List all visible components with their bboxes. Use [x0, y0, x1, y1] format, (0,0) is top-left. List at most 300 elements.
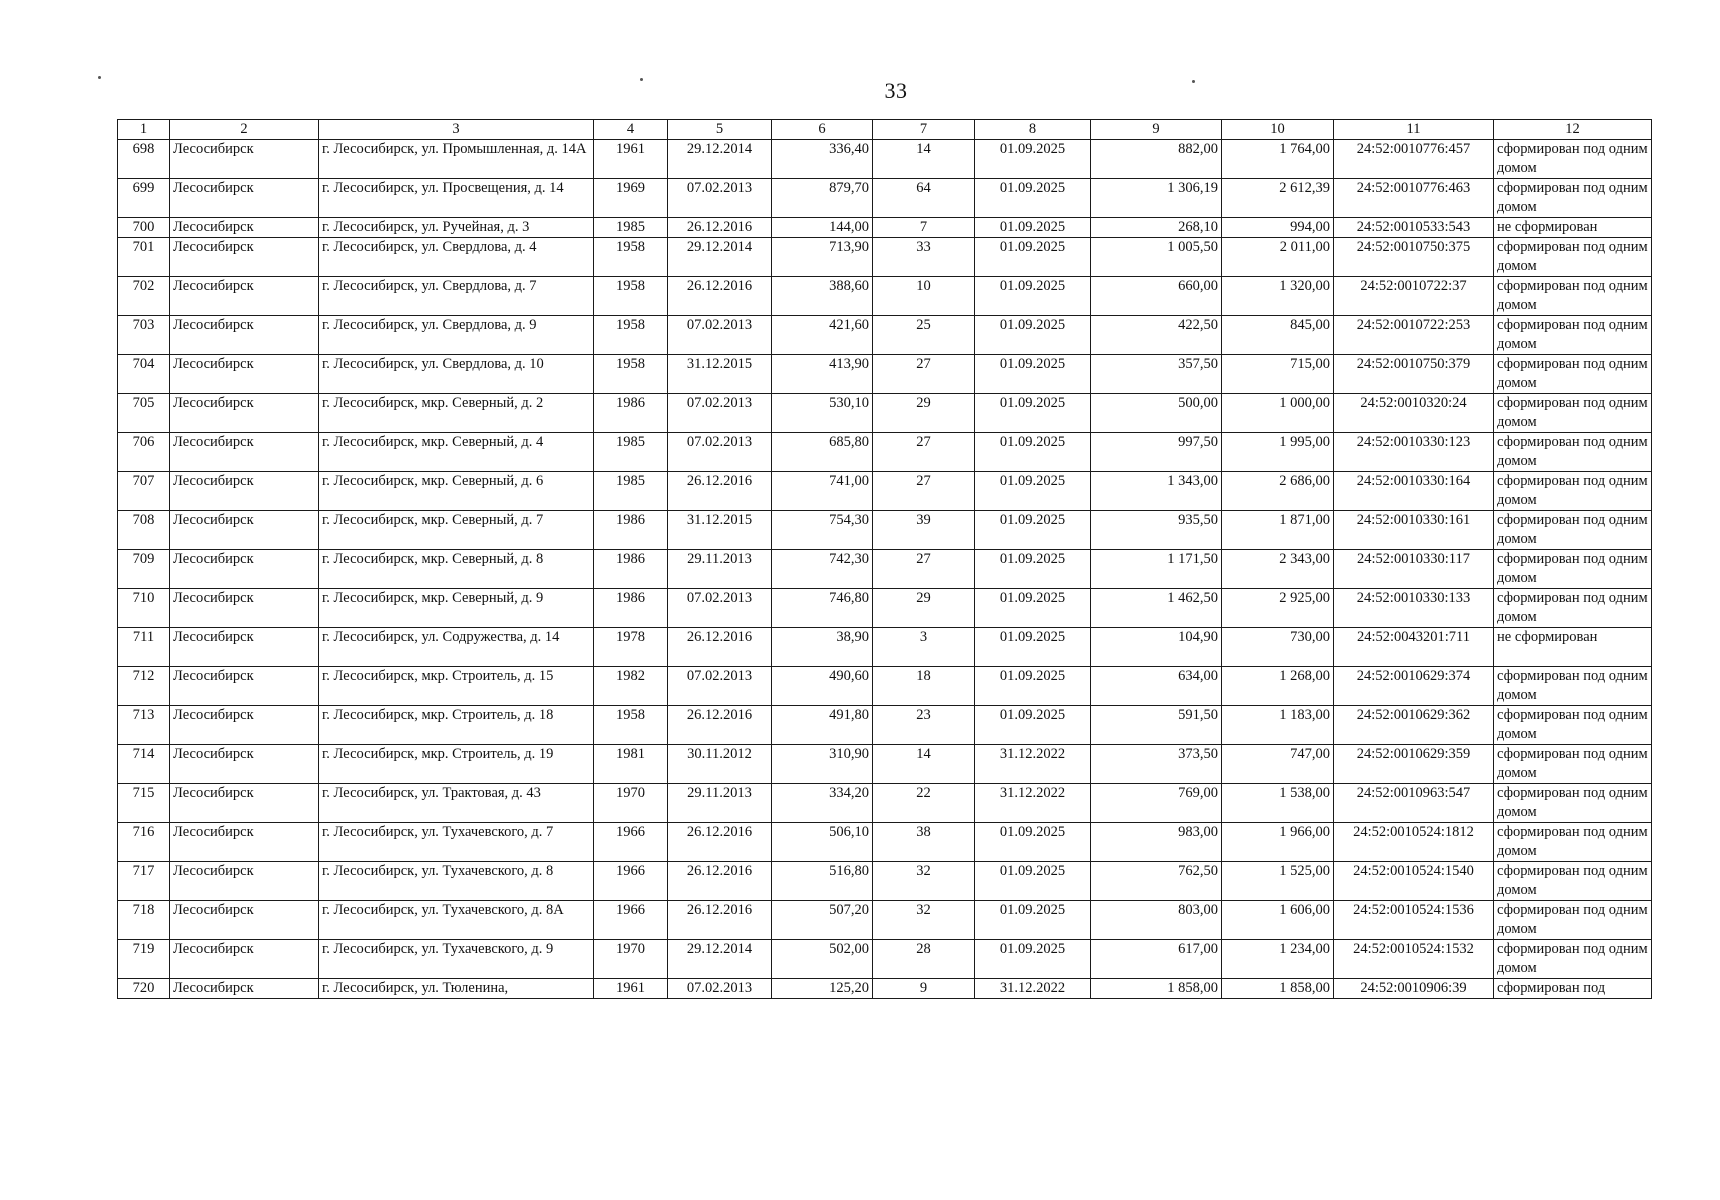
year-built-cell: 1966	[594, 901, 668, 940]
land-status-cell: сформирован под одним домом	[1494, 862, 1652, 901]
city-cell: Лесосибирск	[170, 784, 319, 823]
column-header: 5	[668, 120, 772, 140]
city-cell: Лесосибирск	[170, 394, 319, 433]
total-cost-cell: 845,00	[1222, 316, 1334, 355]
address-cell: г. Лесосибирск, мкр. Строитель, д. 15	[319, 667, 594, 706]
column-header: 2	[170, 120, 319, 140]
survey-date-cell: 29.12.2014	[668, 140, 772, 179]
row-number-cell: 712	[118, 667, 170, 706]
year-built-cell: 1970	[594, 940, 668, 979]
area-cell: 741,00	[772, 472, 873, 511]
address-cell: г. Лесосибирск, ул. Тюленина,	[319, 979, 594, 999]
city-cell: Лесосибирск	[170, 940, 319, 979]
land-status-cell: сформирован под одним домом	[1494, 511, 1652, 550]
area-cell: 336,40	[772, 140, 873, 179]
cadastral-number-cell: 24:52:0010524:1812	[1334, 823, 1494, 862]
deadline-cell: 01.09.2025	[975, 140, 1091, 179]
survey-date-cell: 26.12.2016	[668, 277, 772, 316]
year-built-cell: 1969	[594, 179, 668, 218]
land-status-cell: сформирован под одним домом	[1494, 433, 1652, 472]
address-cell: г. Лесосибирск, мкр. Северный, д. 2	[319, 394, 594, 433]
city-cell: Лесосибирск	[170, 511, 319, 550]
total-cost-cell: 747,00	[1222, 745, 1334, 784]
total-cost-cell: 2 686,00	[1222, 472, 1334, 511]
floors-cell: 27	[873, 550, 975, 589]
survey-date-cell: 30.11.2012	[668, 745, 772, 784]
city-cell: Лесосибирск	[170, 823, 319, 862]
cost-cell: 591,50	[1091, 706, 1222, 745]
table-row	[118, 140, 1652, 179]
address-cell: г. Лесосибирск, мкр. Строитель, д. 19	[319, 745, 594, 784]
cost-cell: 1 858,00	[1091, 979, 1222, 999]
survey-date-cell: 07.02.2013	[668, 433, 772, 472]
deadline-cell: 01.09.2025	[975, 667, 1091, 706]
year-built-cell: 1958	[594, 355, 668, 394]
row-number-cell: 706	[118, 433, 170, 472]
total-cost-cell: 1 871,00	[1222, 511, 1334, 550]
cadastral-number-cell: 24:52:0010330:133	[1334, 589, 1494, 628]
floors-cell: 10	[873, 277, 975, 316]
row-number-cell: 710	[118, 589, 170, 628]
column-header: 3	[319, 120, 594, 140]
year-built-cell: 1986	[594, 589, 668, 628]
address-cell: г. Лесосибирск, ул. Тухачевского, д. 9	[319, 940, 594, 979]
deadline-cell: 01.09.2025	[975, 940, 1091, 979]
year-built-cell: 1985	[594, 218, 668, 238]
page-number: 33	[884, 78, 908, 103]
cadastral-number-cell: 24:52:0010906:39	[1334, 979, 1494, 999]
column-header: 6	[772, 120, 873, 140]
address-cell: г. Лесосибирск, мкр. Северный, д. 4	[319, 433, 594, 472]
address-cell: г. Лесосибирск, ул. Тухачевского, д. 7	[319, 823, 594, 862]
land-status-cell: сформирован под одним домом	[1494, 140, 1652, 179]
floors-cell: 25	[873, 316, 975, 355]
cost-cell: 1 171,50	[1091, 550, 1222, 589]
row-number-cell: 719	[118, 940, 170, 979]
total-cost-cell: 730,00	[1222, 628, 1334, 667]
cadastral-number-cell: 24:52:0010330:164	[1334, 472, 1494, 511]
area-cell: 502,00	[772, 940, 873, 979]
row-number-cell: 705	[118, 394, 170, 433]
row-number-cell: 720	[118, 979, 170, 999]
row-number-cell: 711	[118, 628, 170, 667]
column-header: 11	[1334, 120, 1494, 140]
year-built-cell: 1986	[594, 394, 668, 433]
deadline-cell: 01.09.2025	[975, 238, 1091, 277]
cadastral-number-cell: 24:52:0010776:457	[1334, 140, 1494, 179]
cost-cell: 803,00	[1091, 901, 1222, 940]
city-cell: Лесосибирск	[170, 218, 319, 238]
table-row	[118, 277, 1652, 316]
city-cell: Лесосибирск	[170, 862, 319, 901]
row-number-cell: 704	[118, 355, 170, 394]
address-cell: г. Лесосибирск, ул. Свердлова, д. 9	[319, 316, 594, 355]
city-cell: Лесосибирск	[170, 745, 319, 784]
housing-registry-table	[117, 119, 1652, 999]
total-cost-cell: 1 858,00	[1222, 979, 1334, 999]
row-number-cell: 709	[118, 550, 170, 589]
cost-cell: 935,50	[1091, 511, 1222, 550]
year-built-cell: 1986	[594, 550, 668, 589]
land-status-cell: сформирован под одним домом	[1494, 179, 1652, 218]
cadastral-number-cell: 24:52:0010722:37	[1334, 277, 1494, 316]
year-built-cell: 1981	[594, 745, 668, 784]
cadastral-number-cell: 24:52:0010629:374	[1334, 667, 1494, 706]
floors-cell: 64	[873, 179, 975, 218]
year-built-cell: 1966	[594, 823, 668, 862]
row-number-cell: 700	[118, 218, 170, 238]
deadline-cell: 01.09.2025	[975, 901, 1091, 940]
area-cell: 879,70	[772, 179, 873, 218]
table-row	[118, 550, 1652, 589]
area-cell: 38,90	[772, 628, 873, 667]
area-cell: 144,00	[772, 218, 873, 238]
cost-cell: 997,50	[1091, 433, 1222, 472]
cost-cell: 373,50	[1091, 745, 1222, 784]
cost-cell: 762,50	[1091, 862, 1222, 901]
cost-cell: 1 306,19	[1091, 179, 1222, 218]
total-cost-cell: 1 320,00	[1222, 277, 1334, 316]
city-cell: Лесосибирск	[170, 901, 319, 940]
address-cell: г. Лесосибирск, ул. Свердлова, д. 10	[319, 355, 594, 394]
cost-cell: 104,90	[1091, 628, 1222, 667]
survey-date-cell: 07.02.2013	[668, 179, 772, 218]
row-number-cell: 717	[118, 862, 170, 901]
table-row	[118, 862, 1652, 901]
survey-date-cell: 26.12.2016	[668, 823, 772, 862]
city-cell: Лесосибирск	[170, 472, 319, 511]
address-cell: г. Лесосибирск, мкр. Северный, д. 7	[319, 511, 594, 550]
land-status-cell: сформирован под одним домом	[1494, 238, 1652, 277]
address-cell: г. Лесосибирск, ул. Свердлова, д. 7	[319, 277, 594, 316]
year-built-cell: 1958	[594, 316, 668, 355]
deadline-cell: 01.09.2025	[975, 589, 1091, 628]
area-cell: 413,90	[772, 355, 873, 394]
table-row	[118, 511, 1652, 550]
row-number-cell: 708	[118, 511, 170, 550]
floors-cell: 29	[873, 589, 975, 628]
deadline-cell: 01.09.2025	[975, 511, 1091, 550]
area-cell: 388,60	[772, 277, 873, 316]
table-row	[118, 784, 1652, 823]
cost-cell: 769,00	[1091, 784, 1222, 823]
deadline-cell: 01.09.2025	[975, 472, 1091, 511]
deadline-cell: 31.12.2022	[975, 979, 1091, 999]
column-header: 4	[594, 120, 668, 140]
area-cell: 713,90	[772, 238, 873, 277]
area-cell: 506,10	[772, 823, 873, 862]
land-status-cell: сформирован под одним домом	[1494, 550, 1652, 589]
row-number-cell: 703	[118, 316, 170, 355]
address-cell: г. Лесосибирск, ул. Содружества, д. 14	[319, 628, 594, 667]
city-cell: Лесосибирск	[170, 140, 319, 179]
area-cell: 746,80	[772, 589, 873, 628]
floors-cell: 33	[873, 238, 975, 277]
cost-cell: 882,00	[1091, 140, 1222, 179]
floors-cell: 39	[873, 511, 975, 550]
area-cell: 754,30	[772, 511, 873, 550]
table-row	[118, 394, 1652, 433]
year-built-cell: 1961	[594, 140, 668, 179]
cadastral-number-cell: 24:52:0010524:1536	[1334, 901, 1494, 940]
column-header: 10	[1222, 120, 1334, 140]
cadastral-number-cell: 24:52:0010330:117	[1334, 550, 1494, 589]
row-number-cell: 713	[118, 706, 170, 745]
area-cell: 310,90	[772, 745, 873, 784]
total-cost-cell: 1 995,00	[1222, 433, 1334, 472]
column-header: 7	[873, 120, 975, 140]
area-cell: 530,10	[772, 394, 873, 433]
total-cost-cell: 994,00	[1222, 218, 1334, 238]
row-number-cell: 718	[118, 901, 170, 940]
table-row	[118, 667, 1652, 706]
table-row	[118, 433, 1652, 472]
table-row	[118, 238, 1652, 277]
survey-date-cell: 29.12.2014	[668, 238, 772, 277]
column-header: 9	[1091, 120, 1222, 140]
area-cell: 507,20	[772, 901, 873, 940]
land-status-cell: сформирован под одним домом	[1494, 394, 1652, 433]
table-row	[118, 745, 1652, 784]
survey-date-cell: 26.12.2016	[668, 901, 772, 940]
land-status-cell: сформирован под одним домом	[1494, 706, 1652, 745]
city-cell: Лесосибирск	[170, 589, 319, 628]
cadastral-number-cell: 24:52:0010524:1532	[1334, 940, 1494, 979]
year-built-cell: 1966	[594, 862, 668, 901]
deadline-cell: 01.09.2025	[975, 316, 1091, 355]
row-number-cell: 698	[118, 140, 170, 179]
floors-cell: 27	[873, 355, 975, 394]
land-status-cell: сформирован под одним домом	[1494, 355, 1652, 394]
floors-cell: 14	[873, 745, 975, 784]
year-built-cell: 1970	[594, 784, 668, 823]
survey-date-cell: 26.12.2016	[668, 218, 772, 238]
deadline-cell: 01.09.2025	[975, 823, 1091, 862]
column-header: 12	[1494, 120, 1652, 140]
city-cell: Лесосибирск	[170, 550, 319, 589]
city-cell: Лесосибирск	[170, 179, 319, 218]
row-number-cell: 707	[118, 472, 170, 511]
address-cell: г. Лесосибирск, ул. Ручейная, д. 3	[319, 218, 594, 238]
land-status-cell: сформирован под одним домом	[1494, 667, 1652, 706]
land-status-cell: не сформирован	[1494, 628, 1652, 667]
deadline-cell: 01.09.2025	[975, 628, 1091, 667]
deadline-cell: 31.12.2022	[975, 784, 1091, 823]
total-cost-cell: 1 538,00	[1222, 784, 1334, 823]
floors-cell: 38	[873, 823, 975, 862]
city-cell: Лесосибирск	[170, 316, 319, 355]
address-cell: г. Лесосибирск, ул. Просвещения, д. 14	[319, 179, 594, 218]
cadastral-number-cell: 24:52:0010776:463	[1334, 179, 1494, 218]
year-built-cell: 1958	[594, 706, 668, 745]
cadastral-number-cell: 24:52:0010629:362	[1334, 706, 1494, 745]
floors-cell: 28	[873, 940, 975, 979]
floors-cell: 27	[873, 433, 975, 472]
year-built-cell: 1958	[594, 277, 668, 316]
total-cost-cell: 1 764,00	[1222, 140, 1334, 179]
floors-cell: 27	[873, 472, 975, 511]
land-status-cell: сформирован под одним домом	[1494, 940, 1652, 979]
cadastral-number-cell: 24:52:0010963:547	[1334, 784, 1494, 823]
cadastral-number-cell: 24:52:0010750:375	[1334, 238, 1494, 277]
land-status-cell: сформирован под одним домом	[1494, 901, 1652, 940]
deadline-cell: 01.09.2025	[975, 394, 1091, 433]
cost-cell: 634,00	[1091, 667, 1222, 706]
land-status-cell: сформирован под одним домом	[1494, 472, 1652, 511]
total-cost-cell: 1 268,00	[1222, 667, 1334, 706]
table-row	[118, 823, 1652, 862]
table-row	[118, 218, 1652, 238]
cadastral-number-cell: 24:52:0010722:253	[1334, 316, 1494, 355]
table-row	[118, 355, 1652, 394]
row-number-cell: 715	[118, 784, 170, 823]
floors-cell: 7	[873, 218, 975, 238]
address-cell: г. Лесосибирск, мкр. Северный, д. 8	[319, 550, 594, 589]
land-status-cell: сформирован под	[1494, 979, 1652, 999]
year-built-cell: 1958	[594, 238, 668, 277]
deadline-cell: 01.09.2025	[975, 550, 1091, 589]
total-cost-cell: 1 000,00	[1222, 394, 1334, 433]
floors-cell: 22	[873, 784, 975, 823]
address-cell: г. Лесосибирск, мкр. Строитель, д. 18	[319, 706, 594, 745]
area-cell: 685,80	[772, 433, 873, 472]
address-cell: г. Лесосибирск, мкр. Северный, д. 6	[319, 472, 594, 511]
survey-date-cell: 29.11.2013	[668, 784, 772, 823]
floors-cell: 23	[873, 706, 975, 745]
floors-cell: 14	[873, 140, 975, 179]
table-row	[118, 901, 1652, 940]
address-cell: г. Лесосибирск, ул. Трактовая, д. 43	[319, 784, 594, 823]
city-cell: Лесосибирск	[170, 706, 319, 745]
table-row	[118, 316, 1652, 355]
cadastral-number-cell: 24:52:0010750:379	[1334, 355, 1494, 394]
area-cell: 516,80	[772, 862, 873, 901]
total-cost-cell: 715,00	[1222, 355, 1334, 394]
year-built-cell: 1986	[594, 511, 668, 550]
floors-cell: 29	[873, 394, 975, 433]
total-cost-cell: 1 525,00	[1222, 862, 1334, 901]
cost-cell: 983,00	[1091, 823, 1222, 862]
cadastral-number-cell: 24:52:0010629:359	[1334, 745, 1494, 784]
deadline-cell: 01.09.2025	[975, 862, 1091, 901]
year-built-cell: 1961	[594, 979, 668, 999]
year-built-cell: 1985	[594, 472, 668, 511]
cost-cell: 617,00	[1091, 940, 1222, 979]
address-cell: г. Лесосибирск, ул. Свердлова, д. 4	[319, 238, 594, 277]
survey-date-cell: 07.02.2013	[668, 316, 772, 355]
total-cost-cell: 1 966,00	[1222, 823, 1334, 862]
land-status-cell: сформирован под одним домом	[1494, 745, 1652, 784]
floors-cell: 3	[873, 628, 975, 667]
address-cell: г. Лесосибирск, ул. Промышленная, д. 14А	[319, 140, 594, 179]
cadastral-number-cell: 24:52:0043201:711	[1334, 628, 1494, 667]
row-number-cell: 702	[118, 277, 170, 316]
floors-cell: 32	[873, 901, 975, 940]
city-cell: Лесосибирск	[170, 667, 319, 706]
column-header: 1	[118, 120, 170, 140]
deadline-cell: 01.09.2025	[975, 179, 1091, 218]
column-header: 8	[975, 120, 1091, 140]
deadline-cell: 01.09.2025	[975, 706, 1091, 745]
city-cell: Лесосибирск	[170, 433, 319, 472]
area-cell: 742,30	[772, 550, 873, 589]
cost-cell: 1 343,00	[1091, 472, 1222, 511]
row-number-cell: 699	[118, 179, 170, 218]
survey-date-cell: 26.12.2016	[668, 628, 772, 667]
cadastral-number-cell: 24:52:0010330:123	[1334, 433, 1494, 472]
address-cell: г. Лесосибирск, ул. Тухачевского, д. 8А	[319, 901, 594, 940]
floors-cell: 18	[873, 667, 975, 706]
survey-date-cell: 29.11.2013	[668, 550, 772, 589]
table-row	[118, 179, 1652, 218]
floors-cell: 32	[873, 862, 975, 901]
survey-date-cell: 26.12.2016	[668, 862, 772, 901]
cost-cell: 268,10	[1091, 218, 1222, 238]
survey-date-cell: 07.02.2013	[668, 979, 772, 999]
deadline-cell: 01.09.2025	[975, 433, 1091, 472]
table-row	[118, 589, 1652, 628]
year-built-cell: 1982	[594, 667, 668, 706]
area-cell: 490,60	[772, 667, 873, 706]
survey-date-cell: 07.02.2013	[668, 394, 772, 433]
table-row	[118, 472, 1652, 511]
area-cell: 125,20	[772, 979, 873, 999]
land-status-cell: сформирован под одним домом	[1494, 589, 1652, 628]
area-cell: 421,60	[772, 316, 873, 355]
total-cost-cell: 2 011,00	[1222, 238, 1334, 277]
land-status-cell: сформирован под одним домом	[1494, 784, 1652, 823]
survey-date-cell: 26.12.2016	[668, 472, 772, 511]
survey-date-cell: 29.12.2014	[668, 940, 772, 979]
land-status-cell: сформирован под одним домом	[1494, 823, 1652, 862]
deadline-cell: 01.09.2025	[975, 218, 1091, 238]
total-cost-cell: 1 606,00	[1222, 901, 1334, 940]
address-cell: г. Лесосибирск, мкр. Северный, д. 9	[319, 589, 594, 628]
row-number-cell: 701	[118, 238, 170, 277]
land-status-cell: не сформирован	[1494, 218, 1652, 238]
cost-cell: 357,50	[1091, 355, 1222, 394]
survey-date-cell: 31.12.2015	[668, 355, 772, 394]
city-cell: Лесосибирск	[170, 238, 319, 277]
table-row	[118, 628, 1652, 667]
row-number-cell: 714	[118, 745, 170, 784]
cost-cell: 500,00	[1091, 394, 1222, 433]
table-body	[118, 140, 1652, 999]
floors-cell: 9	[873, 979, 975, 999]
cost-cell: 1 005,50	[1091, 238, 1222, 277]
cost-cell: 1 462,50	[1091, 589, 1222, 628]
total-cost-cell: 2 925,00	[1222, 589, 1334, 628]
cadastral-number-cell: 24:52:0010524:1540	[1334, 862, 1494, 901]
total-cost-cell: 1 234,00	[1222, 940, 1334, 979]
cost-cell: 422,50	[1091, 316, 1222, 355]
land-status-cell: сформирован под одним домом	[1494, 277, 1652, 316]
survey-date-cell: 07.02.2013	[668, 667, 772, 706]
survey-date-cell: 26.12.2016	[668, 706, 772, 745]
address-cell: г. Лесосибирск, ул. Тухачевского, д. 8	[319, 862, 594, 901]
area-cell: 334,20	[772, 784, 873, 823]
total-cost-cell: 1 183,00	[1222, 706, 1334, 745]
year-built-cell: 1978	[594, 628, 668, 667]
cost-cell: 660,00	[1091, 277, 1222, 316]
total-cost-cell: 2 612,39	[1222, 179, 1334, 218]
total-cost-cell: 2 343,00	[1222, 550, 1334, 589]
city-cell: Лесосибирск	[170, 355, 319, 394]
cadastral-number-cell: 24:52:0010533:543	[1334, 218, 1494, 238]
deadline-cell: 01.09.2025	[975, 355, 1091, 394]
year-built-cell: 1985	[594, 433, 668, 472]
table-row	[118, 940, 1652, 979]
